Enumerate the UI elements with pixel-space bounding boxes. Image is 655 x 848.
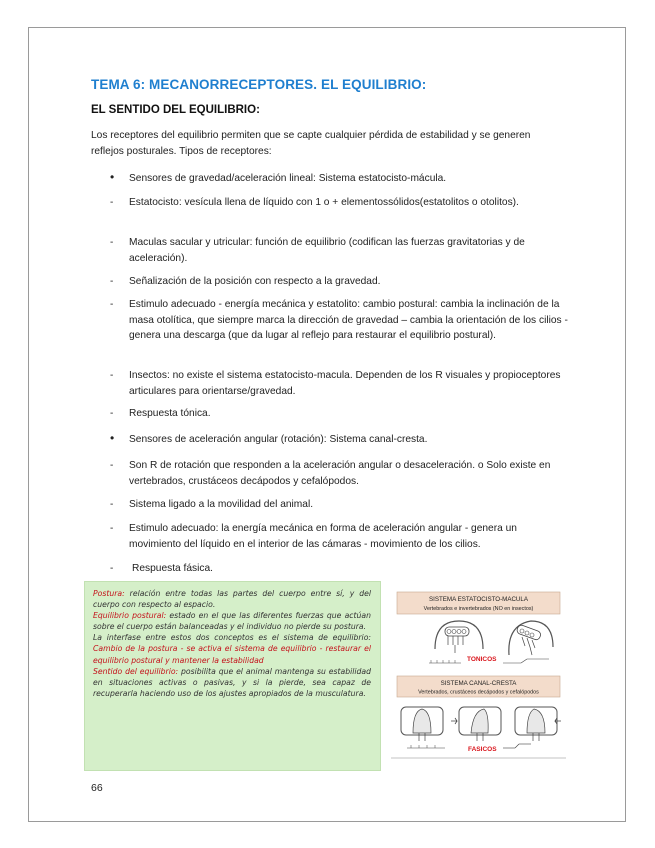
list-item-text: Estimulo adecuado: la energía mecánica en forma de aceleración angular - genera un movimiento del líquido en el interior de las cámaras - movimiento de los cilios. [129,523,517,550]
page-number: 66 [91,782,103,794]
crista-receptor-left-icon [401,707,443,741]
list-item-text: Respuesta tónica. [129,408,211,419]
list-marker: - [110,237,114,248]
definition-postura [93,588,371,610]
list-item-text: Sensores de aceleración angular (rotación): Sistema canal-cresta. [129,434,428,445]
list-item [91,406,571,422]
list-item-text: Sensores de gravedad/aceleración lineal: Sistema estatocisto-mácula. [129,173,447,184]
list-item-text: Estatocisto: vesícula llena de líquido con 1 o + elementossólidos(estatolitos o otolitos). [129,197,519,208]
list-marker: - [110,563,114,574]
list-marker: - [110,299,114,310]
page-title: TEMA 6: MECANORRECEPTORES. EL EQUILIBRIO: [91,77,427,92]
intro-paragraph: Los receptores del equilibrio permiten que se capte cualquier pérdida de estabilidad y se generen reflejos posturales. Tipos de receptores: [91,130,531,157]
diagram-top-subtitle: Vertebrados e invertebrados (NO en insectos) [423,606,534,612]
list-item [91,432,571,448]
list-item [91,171,571,187]
list-item-text: Insectos: no existe el sistema estatocisto-macula. Dependen de los R visuales y propioceptores articulares para orientarse/gravedad. [129,370,561,397]
list-item [91,297,571,344]
term-cambio-postura: Cambio de la postura - se activa el sistema de equilibrio - restaurar el equilibrio postural y mantener la estabilidad [93,644,371,665]
list-marker: • [110,431,115,445]
list-item-text: Maculas sacular y utricular: función de equilibrio (codifican las fuerzas gravitatorias y de aceleración). [129,237,525,264]
list-marker: - [110,276,114,287]
tonic-label: TONICOS [467,656,497,663]
list-marker: - [110,408,114,419]
crista-receptor-right-icon [515,707,561,741]
definition-interfase [93,632,371,665]
diagram-bottom-subtitle: Vertebrados, crustáceos decápodos y cefalópodos [418,689,539,696]
diagram-bottom-title: SISTEMA CANAL-CRESTA [440,680,517,687]
list-item [91,235,571,266]
phasic-label: FASICOS [468,746,497,753]
list-item [91,521,571,552]
definition-text: posibilita que el animal mantenga su estabilidad en situaciones activas o pasivas, y si la pierde, sea capaz de recuperarla haciendo uso de los ajustes apropiados de la musculatura. [93,666,371,698]
list-item [91,274,571,290]
list-item [91,458,571,489]
term-sentido-equilibrio: Sentido del equilibrio: [93,666,179,676]
list-marker: - [110,499,114,510]
list-item-text: Son R de rotación que responden a la aceleración angular o desaceleración. o Solo existe en vertebrados, crustáceos decápodos y cefalópodos. [129,460,551,487]
definition-text: relación entre todas las partes del cuerpo entre sí, y del cuerpo con respecto al espacio. [93,589,371,610]
list-item-text: Respuesta fásica. [132,563,213,574]
macula-receptor-left-icon [435,621,483,653]
list-item [91,368,571,399]
macula-receptor-right-icon [509,621,553,655]
list-item [91,497,571,513]
section-subtitle: EL SENTIDO DEL EQUILIBRIO: [91,104,260,116]
term-postura: Postura: [93,589,125,598]
definition-text: estado en el que las diferentes fuerzas que actúan sobre el cuerpo están balanceadas y el individuo no pierde su postura. [93,611,371,632]
definition-sentido-equilibrio [93,666,371,699]
list-marker: • [110,170,115,184]
definition-equilibrio-postural [93,610,371,632]
definition-text: La interfase entre estos dos conceptos es el sistema de equilibrio: [93,633,371,643]
crista-receptor-middle-icon [451,707,501,741]
list-marker: - [110,523,114,534]
list-marker: - [110,197,114,208]
list-marker: - [110,460,114,471]
definitions-box [84,581,381,771]
diagram-top-title: SISTEMA ESTATOCISTO-MACULA [429,596,528,603]
list-marker: - [110,370,114,381]
list-item-text: Estimulo adecuado - energía mecánica y estatolito: cambio postural: cambia la inclinación de la masa otolítica, que siempre marca la dirección de gravedad – cambia la orientación de los cilios - genera una descarga (que da lugar al reflejo para restaurar el equilibrio postural). [129,299,568,341]
list-item [91,561,571,577]
receptor-diagram [391,581,566,761]
list-item [91,195,571,211]
list-item-text: Señalización de la posición con respecto a la gravedad. [129,276,381,287]
term-equilibrio-postural: Equilibrio postural: [93,611,167,621]
list-item-text: Sistema ligado a la movilidad del animal. [129,499,314,510]
